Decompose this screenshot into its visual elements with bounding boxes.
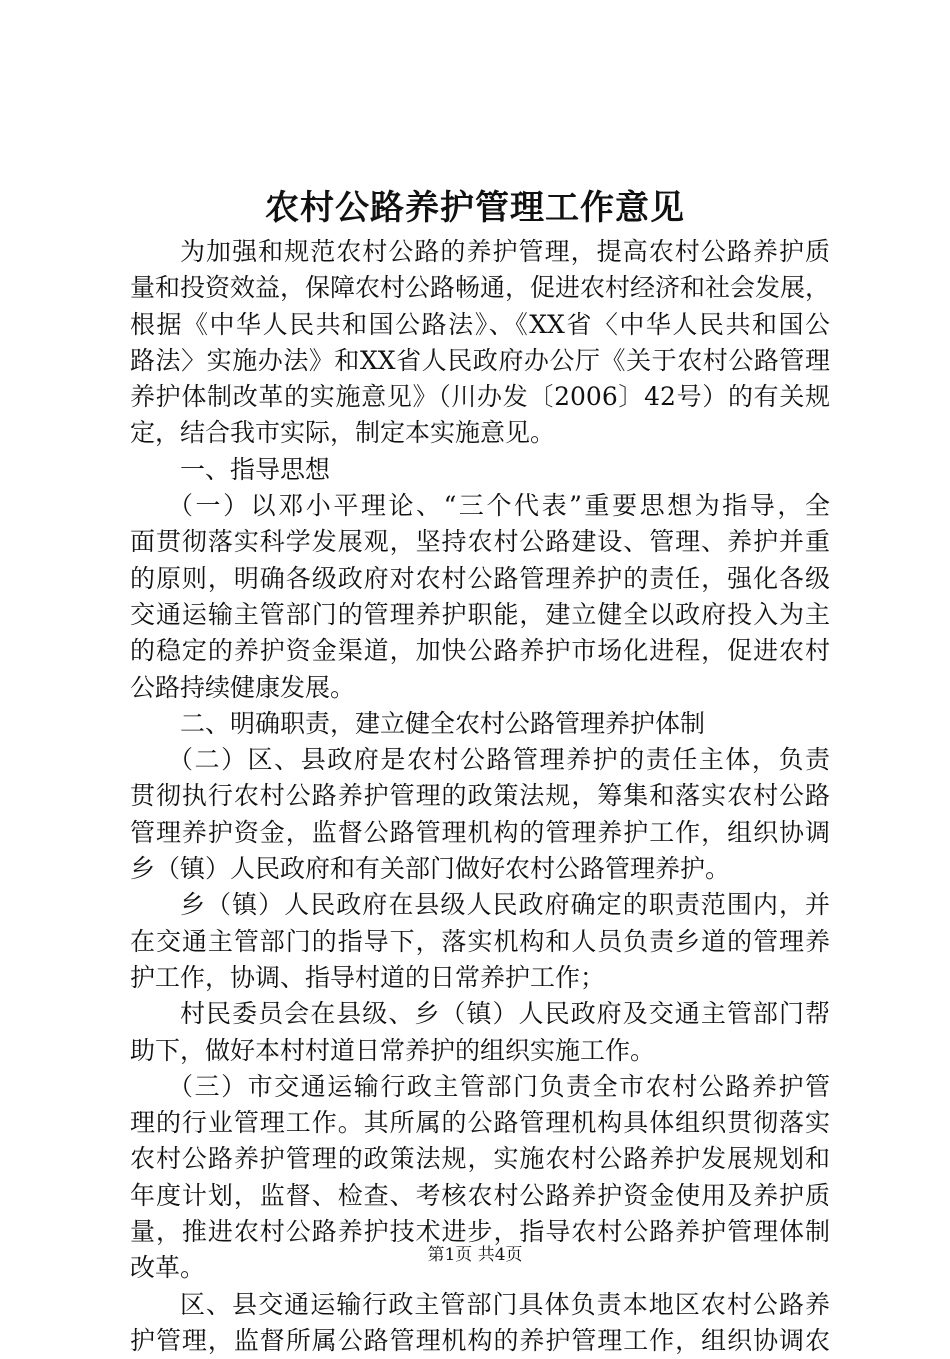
text-line: 农村公路养护管理的政策法规，实施农村公路养护发展规划和 [130, 1144, 830, 1174]
text-line: 面贯彻落实科学发展观，坚持农村公路建设、管理、养护并重 [130, 527, 830, 557]
text-line: 助下，做好本村村道日常养护的组织实施工作。 [130, 1035, 656, 1065]
section-heading: 二、明确职责，建立健全农村公路管理养护体制 [180, 708, 706, 738]
text-line: 改革。 [130, 1253, 206, 1283]
document-title: 农村公路养护管理工作意见 [265, 188, 685, 228]
text-line: 根据《中华人民共和国公路法》、《XX省〈中华人民共和国公 [130, 309, 830, 339]
section-heading: 一、指导思想 [180, 454, 331, 484]
text-line: 乡（镇）人民政府在县级人民政府确定的职责范围内，并 [180, 890, 830, 920]
text-line: 护管理，监督所属公路管理机构的养护管理工作，组织协调农 [130, 1325, 830, 1355]
text-line: 的原则，明确各级政府对农村公路管理养护的责任，强化各级 [130, 563, 830, 593]
text-line: 养护体制改革的实施意见》（川办发〔2006〕42号）的有关规 [130, 382, 830, 412]
text-line: 定，结合我市实际，制定本实施意见。 [130, 418, 556, 448]
text-line: （三）市交通运输行政主管部门负责全市农村公路养护管 [168, 1071, 830, 1101]
text-line: 贯彻执行农村公路养护管理的政策法规，筹集和落实农村公路 [130, 781, 830, 811]
text-line: （一）以邓小平理论、“三个代表”重要思想为指导，全 [168, 491, 830, 521]
text-line: 量，推进农村公路养护技术进步，指导农村公路养护管理体制 [130, 1217, 830, 1247]
document-body [130, 234, 830, 1359]
text-line: 区、县交通运输行政主管部门具体负责本地区农村公路养 [180, 1289, 830, 1319]
text-line: 年度计划，监督、检查、考核农村公路养护资金使用及养护质 [130, 1180, 830, 1210]
text-line: 理的行业管理工作。其所属的公路管理机构具体组织贯彻落实 [130, 1108, 830, 1138]
text-line: （二）区、县政府是农村公路管理养护的责任主体，负责 [168, 745, 830, 775]
text-line: 管理养护资金，监督公路管理机构的管理养护工作，组织协调 [130, 817, 830, 847]
text-line: 乡（镇）人民政府和有关部门做好农村公路管理养护。 [130, 854, 731, 884]
text-line: 的稳定的养护资金渠道，加快公路养护市场化进程，促进农村 [130, 636, 830, 666]
text-line: 交通运输主管部门的管理养护职能，建立健全以政府投入为主 [130, 599, 830, 629]
text-line: 路法〉实施办法》和XX省人民政府办公厅《关于农村公路管理 [130, 345, 830, 375]
text-line: 为加强和规范农村公路的养护管理，提高农村公路养护质 [180, 237, 830, 266]
text-line: 护工作，协调、指导村道的日常养护工作； [130, 962, 606, 992]
text-line: 在交通主管部门的指导下，落实机构和人员负责乡道的管理养 [130, 926, 830, 956]
text-line: 量和投资效益，保障农村公路畅通，促进农村经济和社会发展， [130, 273, 831, 303]
page-footer: 第1页 共4页 [427, 1245, 523, 1265]
text-line: 公路持续健康发展。 [130, 672, 356, 702]
text-line: 村民委员会在县级、乡（镇）人民政府及交通主管部门帮 [180, 999, 830, 1029]
